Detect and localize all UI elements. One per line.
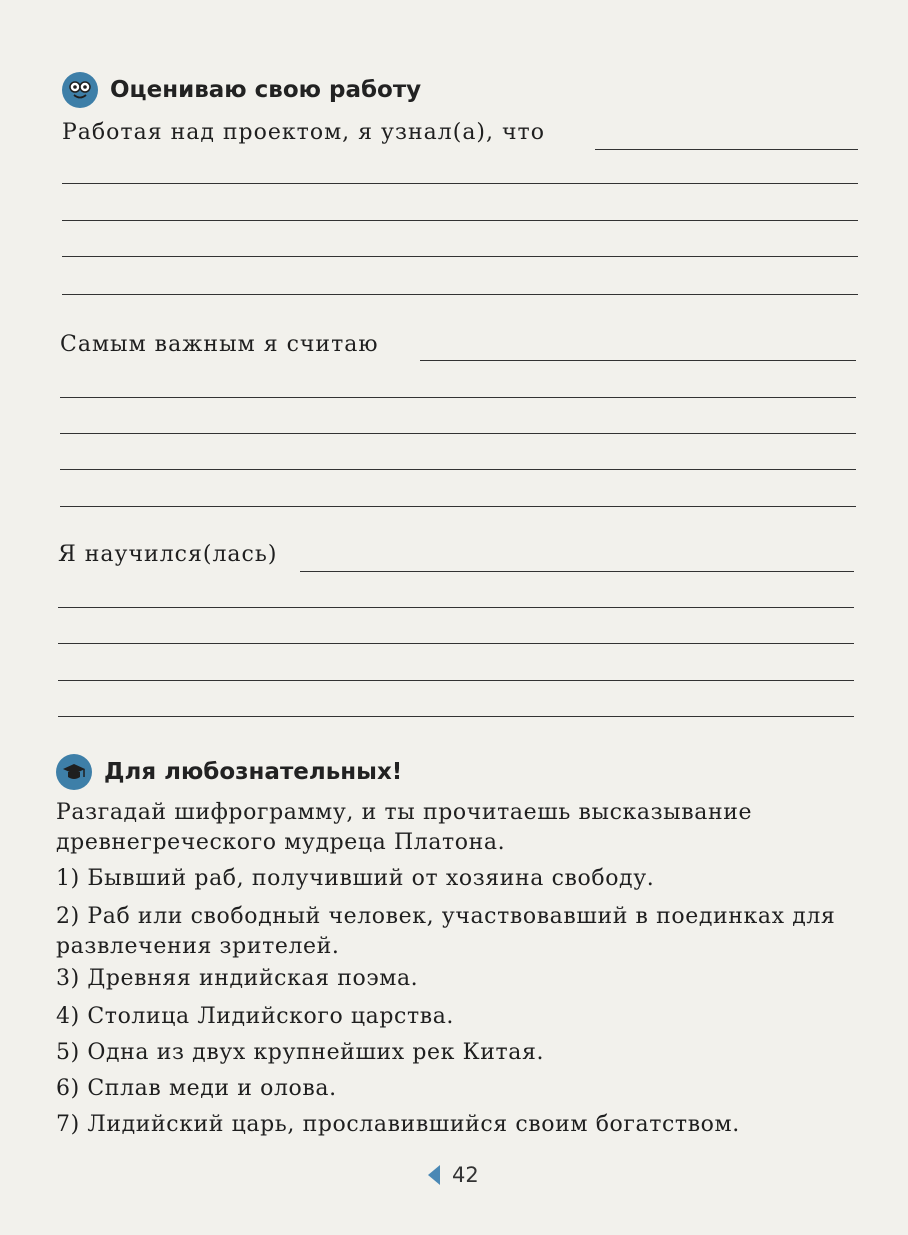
section-heading-curious xyxy=(56,754,402,790)
prompt-learned: Работая над проектом, я узнал(а), что xyxy=(62,120,545,145)
list-item: 6) Сплав меди и олова. xyxy=(56,1076,337,1101)
list-item: 7) Лидийский царь, прославившийся своим богатством. xyxy=(56,1112,740,1137)
answer-line[interactable] xyxy=(58,607,854,608)
answer-line[interactable] xyxy=(420,360,856,361)
list-item: 1) Бывший раб, получивший от хозяина свободу. xyxy=(56,866,655,891)
page-number-text: 42 xyxy=(452,1163,479,1187)
list-item: 3) Древняя индийская поэма. xyxy=(56,966,419,991)
smiley-glasses-icon xyxy=(62,72,98,108)
answer-line[interactable] xyxy=(60,433,856,434)
prompt-learned-skill: Я научился(лась) xyxy=(58,542,278,567)
section-title: Для любознательных! xyxy=(104,759,403,785)
list-item: 2) Раб или свободный человек, участвовавший в поединках для развлечения зрителей. xyxy=(56,904,836,959)
section-heading-evaluate xyxy=(62,72,421,108)
puzzle-intro: Разгадай шифрограмму, и ты прочитаешь высказывание древнегреческого мудреца Платона. xyxy=(56,800,753,855)
answer-line[interactable] xyxy=(60,506,856,507)
list-item: 4) Столица Лидийского царства. xyxy=(56,1004,455,1029)
answer-line[interactable] xyxy=(58,680,854,681)
answer-line[interactable] xyxy=(62,256,858,257)
answer-line[interactable] xyxy=(62,183,858,184)
graduation-cap-icon xyxy=(56,754,92,790)
answer-line[interactable] xyxy=(60,397,856,398)
answer-line[interactable] xyxy=(58,643,854,644)
answer-line[interactable] xyxy=(60,469,856,470)
prompt-most-important: Самым важным я считаю xyxy=(60,332,379,357)
answer-line[interactable] xyxy=(62,220,858,221)
answer-line[interactable] xyxy=(58,716,854,717)
page-number xyxy=(428,1163,479,1187)
answer-line[interactable] xyxy=(595,149,858,150)
answer-line[interactable] xyxy=(62,294,858,295)
answer-line[interactable] xyxy=(300,571,854,572)
list-item: 5) Одна из двух крупнейших рек Китая. xyxy=(56,1040,545,1065)
triangle-left-icon xyxy=(428,1165,440,1185)
section-title: Оцениваю свою работу xyxy=(110,77,422,103)
